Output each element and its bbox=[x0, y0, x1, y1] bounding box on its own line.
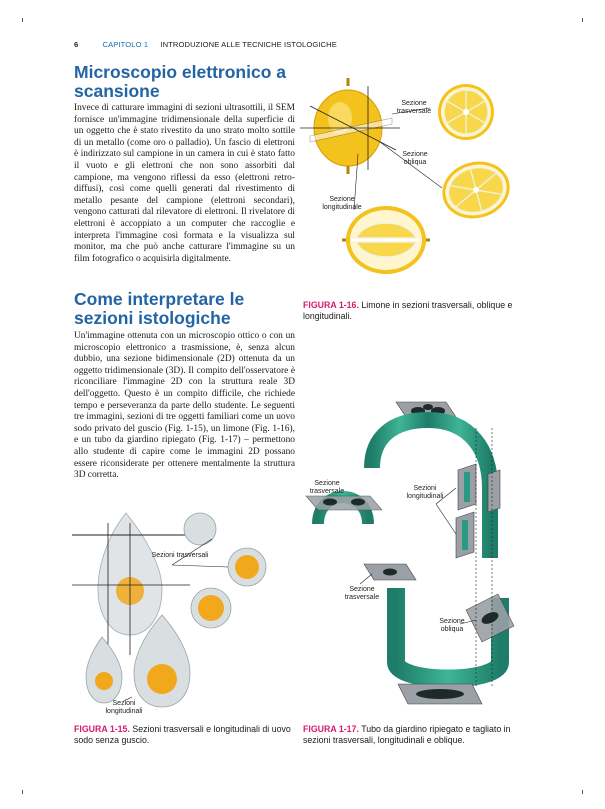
egg-label-trasversali: Sezioni trasversali bbox=[151, 552, 209, 559]
chapter-label: CAPITOLO 1 bbox=[102, 40, 149, 49]
egg-cross-section-white bbox=[184, 513, 216, 545]
lemon-slice-trasversale bbox=[438, 84, 494, 140]
fig17-caption-text: Tubo da giardino ripiegato e tagliato in sezioni trasversali, longitudinali e oblique. bbox=[303, 724, 511, 746]
interpret-heading: Come interpretare le sezioni istologiche bbox=[74, 289, 245, 328]
fig17-caption bbox=[303, 724, 529, 747]
sem-heading: Microscopio elettronico a scansione bbox=[74, 62, 286, 101]
fig16-number: FIGURA 1-16. bbox=[303, 300, 359, 310]
lemon-slice-longitudinale bbox=[342, 206, 430, 274]
egg-cross-section-yolk-2 bbox=[191, 588, 231, 628]
fig17-number: FIGURA 1-17. bbox=[303, 724, 359, 734]
hose-label-obliqua: Sezione obliqua bbox=[439, 618, 465, 633]
egg-cross-section-yolk-1 bbox=[228, 548, 266, 586]
crop-mark bbox=[22, 790, 23, 794]
crop-mark bbox=[582, 18, 583, 22]
fig15-caption-text: Sezioni trasversali e longitudinali di uovo sodo senza guscio. bbox=[74, 724, 291, 746]
lemon-label-longitudinale: Sezione longitudinale bbox=[322, 196, 362, 211]
fig15-number: FIGURA 1-15. bbox=[74, 724, 130, 734]
lemon-label-obliqua: Sezione obliqua bbox=[402, 151, 428, 166]
hose-label-trasversale-a: Sezione trasversale bbox=[309, 480, 345, 495]
running-header bbox=[74, 40, 337, 49]
hose-label-longitudinali: Sezioni longitudinali bbox=[406, 485, 444, 500]
egg-figure bbox=[72, 505, 294, 725]
section-label: INTRODUZIONE ALLE TECNICHE ISTOLOGICHE bbox=[160, 40, 337, 49]
lemon-slice-obliqua bbox=[436, 154, 516, 226]
page-number: 6 bbox=[74, 40, 79, 49]
hose-small-plane bbox=[364, 564, 416, 580]
egg-longitudinal-small bbox=[86, 637, 122, 703]
fig15-caption bbox=[74, 724, 296, 747]
sem-paragraph: Invece di catturare immagini di sezioni ultrasottili, il SEM fornisce un'immagine tridimensionale della superficie di un oggetto che è stato rivestito da uno strato molto sottile di un metallo (come oro o palladio). Un fascio di elettroni è indirizzato sul campione in un camera in cui è stato fatto il vuoto e gli elettroni che non sono assorbiti dal campione, ma vengono riflessi da esso (elettroni retro-diffusi), così come quelli generati dal rivestimento di metallo pesante del campione (elettroni secondari), vengono catturati dal rilevatore di elettroni. Il rivelatore di elettroni è accoppiato a un computer che raccoglie e interpreta l'immagine così formata e la visualizza sul monitor, ma che può anche catturare l'immagine su un film fotografico o acquisirla digitalmente. bbox=[74, 103, 295, 264]
interpret-paragraph: Un'immagine ottenuta con un microscopio ottico o con un microscopio elettronico a trasmissione, è, senza alcun dubbio, una sezione bidimensionale (2D) ottenuta da un oggetto tridimensionale (3D). Il compito dell'osservatore è riconciliare l'immagine 2D con la struttura reale 3D dell'oggetto. Questo è un compito difficile, che richiede tempo e perseveranza da parte dello studente. Le seguenti tre immagini, sezioni di tre oggetti familiari come un uovo sodo privato del guscio (Fig. 1-15), un limone (Fig. 1-16), e un tubo da giardino ripiegato (Fig. 1-17) – permettono allo studente di capire come le immagini 2D possano essere riconsiderate per ottenere mentalmente la struttura 3D corretta. bbox=[74, 331, 295, 481]
crop-mark bbox=[582, 790, 583, 794]
crop-mark bbox=[22, 18, 23, 22]
lemon-label-trasversale: Sezione trasversale bbox=[396, 100, 432, 115]
egg-label-longitudinali: Sezioni longitudinali bbox=[105, 700, 143, 715]
hose-left-arch bbox=[306, 496, 382, 524]
fig16-caption bbox=[303, 300, 528, 323]
fig16-caption-text: Limone in sezioni trasversali, oblique e longitudinali. bbox=[303, 300, 513, 322]
hose-label-trasversale-b: Sezione trasversale bbox=[344, 586, 380, 601]
whole-lemon bbox=[300, 78, 400, 174]
hose-bottom-plane bbox=[398, 684, 482, 704]
hose-figure bbox=[300, 388, 530, 718]
